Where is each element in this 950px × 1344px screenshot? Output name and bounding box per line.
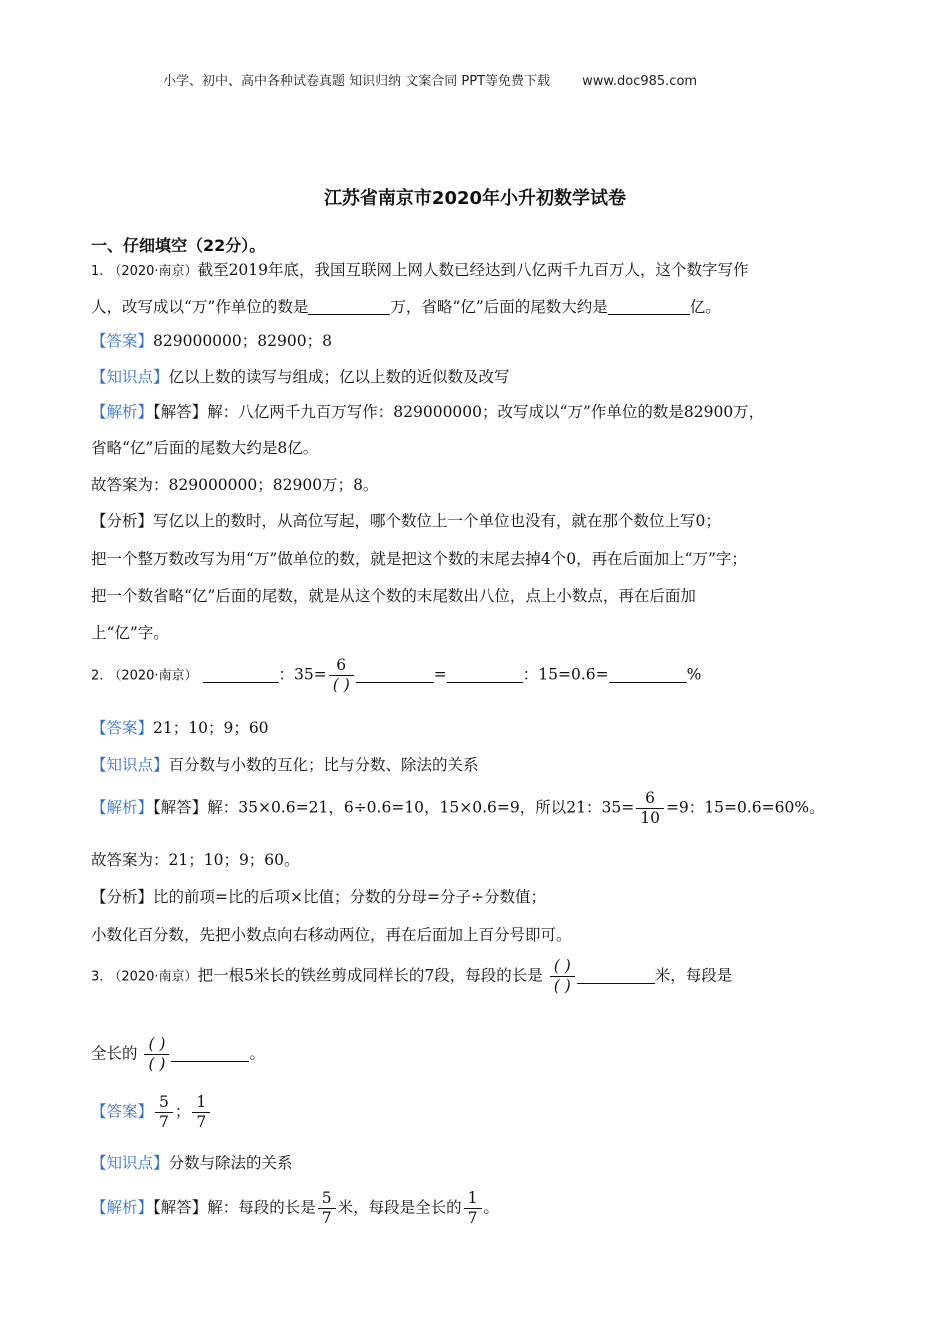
question-source: （2020·南京）: [108, 264, 198, 279]
knowledge-line: [91, 1153, 293, 1173]
analysis-tag: 【解析】: [91, 403, 154, 421]
site-header-text: 小学、初中、高中各种试卷真题 知识归纳 文案合同 PPT等免费下载: [163, 74, 551, 89]
fraction-denominator: ( ): [144, 1054, 169, 1074]
fraction-numerator: 1: [467, 1189, 478, 1207]
answer-line: [91, 718, 269, 738]
fraction-numerator: 1: [196, 1093, 207, 1111]
knowledge-text: 分数与除法的关系: [168, 1154, 293, 1172]
question-text: 人，改写成以“万”作单位的数是: [91, 298, 309, 316]
answer-tag: 【答案】: [91, 1102, 154, 1121]
fraction: [155, 1093, 173, 1132]
fraction-denominator: 7: [155, 1112, 173, 1132]
section-heading: 一、仔细填空（22分）。: [91, 236, 266, 255]
question-text: ：35=: [278, 665, 327, 684]
question-text: ：15=0.6=: [522, 665, 609, 684]
answer-blank[interactable]: [308, 298, 390, 315]
fraction-numerator: ( ): [553, 957, 571, 975]
fenxi-line: 把一个整万数改写为用“万”做单位的数，就是把这个数的末尾去掉4个0，再在后面加上“万”字；: [91, 550, 747, 568]
fenxi-line: 【分析】比的前项=比的后项×比值；分数的分母=分子÷分数值；: [91, 888, 546, 906]
page-title: 江苏省南京市2020年小升初数学试卷: [323, 188, 627, 209]
question-2: [91, 656, 701, 695]
fraction: [464, 1189, 482, 1228]
question-1-line-2: [91, 297, 721, 317]
question-text: 万，省略“亿”后面的尾数大约是: [390, 298, 608, 316]
analysis-text: 米，每段是全长的: [337, 1198, 462, 1217]
knowledge-tag: 【知识点】: [91, 1154, 169, 1172]
question-text: 亿。: [689, 298, 721, 316]
analysis-text: =9：15=0.6=60%。: [665, 798, 825, 817]
site-url[interactable]: www.doc985.com: [582, 74, 698, 89]
answer-tag: 【答案】: [91, 719, 154, 737]
answer-line: [91, 331, 332, 351]
question-text: %: [686, 665, 702, 684]
analysis-line: 省略“亿”后面的尾数大约是8亿。: [91, 439, 319, 457]
fraction: [318, 1189, 336, 1228]
question-3-line-2: [91, 1035, 265, 1074]
question-text: =: [433, 665, 447, 684]
fraction-numerator: 5: [159, 1093, 169, 1111]
final-answer-line: 故答案为：21；10；9；60。: [91, 851, 300, 869]
question-text: 米，每段是: [654, 966, 733, 985]
site-header: [163, 70, 697, 89]
answer-tag: 【答案】: [91, 332, 154, 350]
fraction-denominator: ( ): [550, 976, 575, 996]
knowledge-text: 亿以上数的读写与组成；亿以上数的近似数及改写: [168, 368, 510, 386]
answer-text: 21；10；9；60: [153, 719, 269, 737]
knowledge-tag: 【知识点】: [91, 368, 169, 386]
analysis-tag: 【解析】: [91, 798, 154, 817]
fraction-denominator: 7: [192, 1112, 210, 1132]
analysis-text: 。: [483, 1198, 500, 1217]
answer-blank[interactable]: [447, 666, 523, 683]
answer-blank[interactable]: [609, 666, 687, 683]
fraction-numerator: ( ): [148, 1035, 166, 1053]
fenxi-line: 上“亿”字。: [91, 624, 169, 642]
question-source: （2020·南京）: [108, 969, 198, 985]
fraction-denominator: 7: [318, 1208, 336, 1228]
fenxi-line: 【分析】写亿以上的数时，从高位写起，哪个数位上一个单位也没有，就在那个数位上写0；: [91, 512, 721, 530]
answer-blank[interactable]: [577, 967, 655, 984]
answer-blank[interactable]: [171, 1045, 249, 1062]
fraction-numerator: 6: [645, 789, 655, 807]
question-text: 全长的: [91, 1044, 138, 1063]
question-number: 1.: [91, 264, 104, 279]
analysis-line: [91, 1189, 499, 1228]
fraction: [192, 1093, 210, 1132]
fraction-denominator: 7: [464, 1208, 482, 1228]
analysis-tag: 【解析】: [91, 1198, 154, 1217]
fraction: [636, 789, 664, 828]
question-text: 截至2019年底，我国互联网上网人数已经达到八亿两千九百万人，这个数字写作: [197, 261, 749, 279]
analysis-text: 【解答】解：每段的长是: [153, 1198, 316, 1217]
separator: ；: [174, 1102, 191, 1121]
fraction-numerator: 6: [336, 656, 347, 674]
question-number: 2.: [91, 668, 104, 684]
analysis-text: 【解答】解：35×0.6=21，6÷0.6=10，15×0.6=9，所以21：35=: [153, 798, 635, 817]
fraction-numerator: 5: [321, 1189, 332, 1207]
answer-blank[interactable]: [356, 666, 434, 683]
fraction: [329, 656, 354, 695]
question-text: 。: [249, 1044, 265, 1063]
question-1-line-1: [91, 260, 749, 282]
final-answer-line: 故答案为：829000000；82900万；8。: [91, 476, 379, 494]
answer-blank[interactable]: [608, 298, 690, 315]
fraction: [550, 957, 575, 996]
knowledge-line: [91, 367, 510, 387]
fenxi-line: 小数化百分数，先把小数点向右移动两位，再在后面加上百分号即可。: [91, 926, 572, 944]
answer-line: [91, 1093, 212, 1132]
answer-text: 829000000；82900；8: [153, 332, 332, 350]
fraction-denominator: 10: [636, 808, 664, 828]
question-source: （2020·南京）: [108, 668, 198, 684]
fenxi-line: 把一个数省略“亿”后面的尾数，就是从这个数的末尾数出八位，点上小数点，再在后面加: [91, 587, 696, 605]
analysis-text: 【解答】解：八亿两千九百万写作：829000000；改写成以“万”作单位的数是82900万，: [153, 403, 765, 421]
question-text: 把一根5米长的铁丝剪成同样长的7段，每段的长是: [197, 966, 543, 985]
fraction-denominator: ( ): [329, 675, 354, 695]
analysis-line: [91, 789, 825, 828]
analysis-line: [91, 402, 764, 422]
question-number: 3.: [91, 969, 104, 985]
answer-blank[interactable]: [203, 666, 279, 683]
question-3-line-1: [91, 957, 732, 996]
knowledge-tag: 【知识点】: [91, 756, 169, 774]
knowledge-text: 百分数与小数的互化；比与分数、除法的关系: [168, 756, 479, 774]
fraction: [144, 1035, 169, 1074]
knowledge-line: [91, 755, 479, 775]
